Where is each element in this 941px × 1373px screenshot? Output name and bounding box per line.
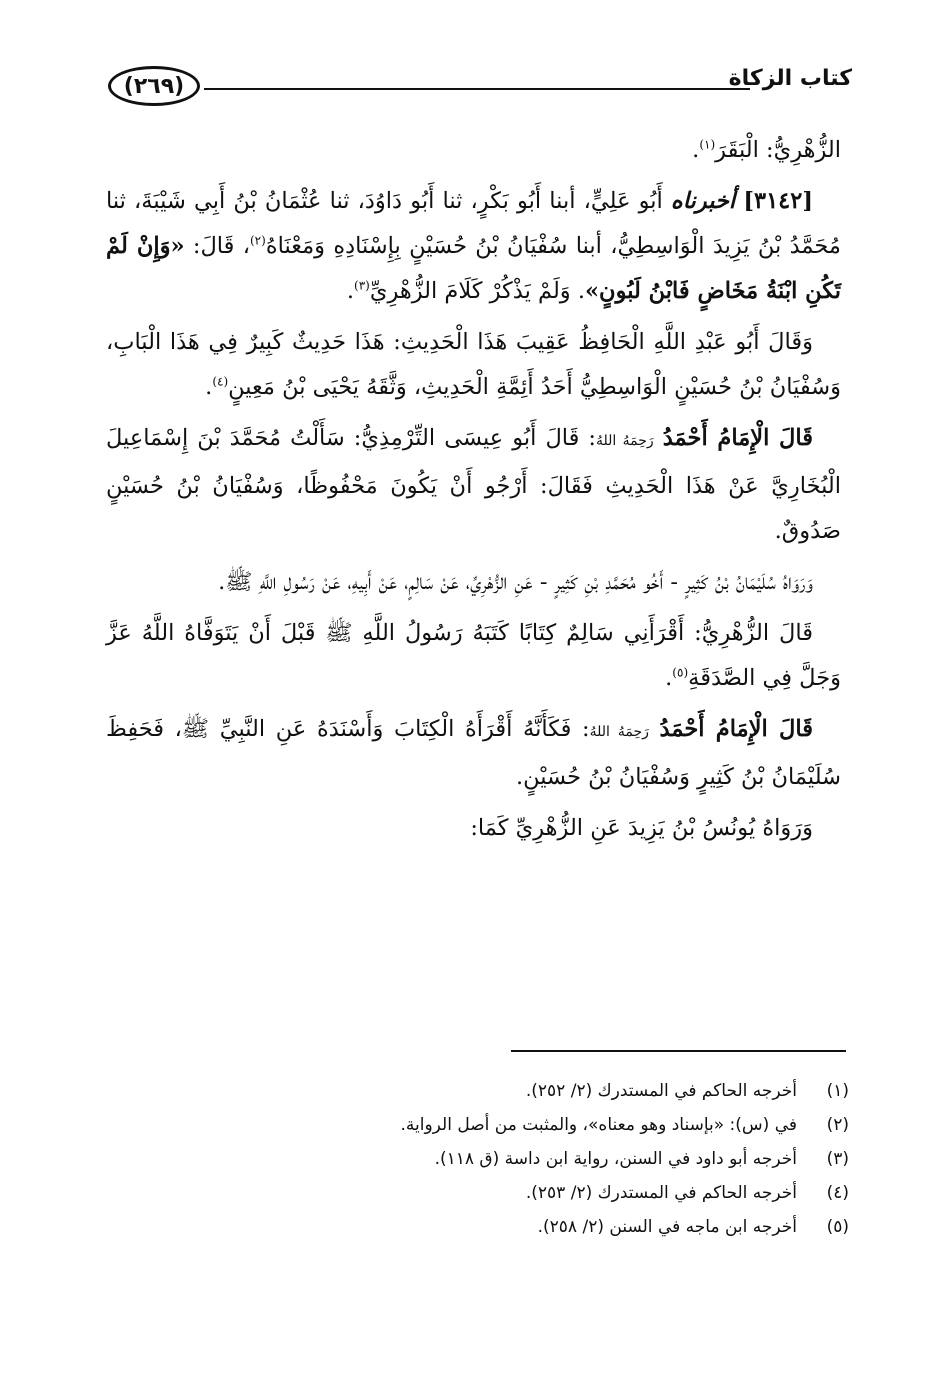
footnote-number: (١) — [826, 1081, 849, 1101]
imam-ahmad-lead: قَالَ الْإِمَامُ أَحْمَدُ — [662, 425, 814, 451]
page-header — [100, 60, 860, 116]
paragraph-imam-ahmad-1: قَالَ الْإِمَامُ أَحْمَدُ رَحِمَهُ اللهُ: قَالَ أَبُو عِيسَى التِّرْمِذِيُّ: سَأَلْتُ مُحَمَّدَ بْنَ إِسْمَاعِيلَ الْبُخَارِيَّ عَنْ هَذَا الْحَدِيثِ فَقَالَ: أَرْجُو أَنْ يَكُونَ مَحْفُوظًا، وَسُفْيَانُ بْنُ حُسَيْنٍ صَدُوقٌ. — [106, 425, 841, 544]
page-number — [108, 66, 200, 106]
honorific: رَحِمَهُ اللهُ — [589, 724, 649, 740]
main-text — [106, 128, 841, 857]
hadith-number: [٣١٤٢] — [743, 188, 813, 214]
honorific: رَحِمَهُ اللهُ — [596, 433, 654, 449]
footnote-text: أخرجه أبو داود في السنن، رواية ابن داسة (ق ١١٨). — [434, 1149, 797, 1169]
footnote-item — [149, 1108, 849, 1142]
book-title: كتاب الزكاة — [728, 66, 852, 91]
footnote-ref-5: (٥) — [672, 665, 689, 680]
footnotes — [149, 1074, 849, 1244]
footnote-number: (٣) — [826, 1149, 849, 1169]
footnote-text: أخرجه الحاكم في المستدرك (٢/ ٢٥٢). — [525, 1081, 797, 1101]
imam-ahmad-lead: قَالَ الْإِمَامُ أَحْمَدُ — [659, 716, 813, 742]
footnote-item — [149, 1210, 849, 1244]
paragraph-yunus: وَرَوَاهُ يُونُسُ بْنُ يَزِيدَ عَنِ الزُّهْرِيِّ كَمَا: — [470, 815, 813, 841]
footnote-item — [149, 1142, 849, 1176]
footnote-ref-4: (٤) — [212, 374, 229, 389]
paragraph-imam-ahmad-2: قَالَ الْإِمَامُ أَحْمَدُ رَحِمَهُ اللهُ: فَكَأَنَّهُ أَقْرَأَهُ الْكِتَابَ وَأَسْنَدَهُ عَنِ النَّبِيِّ ﷺ، فَحَفِظَ سُلَيْمَانُ بْنُ كَثِيرٍ وَسُفْيَانُ بْنُ حُسَيْنٍ. — [106, 716, 841, 790]
paragraph-sulayman: وَرَوَاهُ سُلَيْمَانُ بْنُ كَثِيرٍ - أَخُو مُحَمَّدِ بْنِ كَثِيرٍ - عَنِ الزُّهْرِيِّ، عَنْ سَالِمٍ، عَنْ أَبِيهِ، عَنْ رَسُولِ اللَّهِ ﷺ. — [218, 569, 813, 595]
footnote-number: (٥) — [826, 1217, 849, 1237]
paragraph-zuhri: قَالَ الزُّهْرِيُّ: أَقْرَأَنِي سَالِمٌ كِتَابًا كَتَبَهُ رَسُولُ اللَّهِ ﷺ قَبْلَ أَنْ يَتَوَفَّاهُ اللَّهُ عَزَّ وَجَلَّ فِي الصَّدَقَةِ$^{(٥)}$. — [106, 620, 841, 691]
footnote-item — [149, 1176, 849, 1210]
paragraph-0: الزُّهْرِيُّ: الْبَقَرَ$^{(١)}$. — [692, 137, 841, 163]
footnote-separator — [511, 1050, 846, 1052]
footnote-text: في (س): «بإسناد وهو معناه»، والمثبت من أصل الرواية. — [400, 1115, 797, 1135]
paragraph-hadith-3142: [٣١٤٢] أخبرناه أَبُو عَلِيٍّ، أبنا أَبُو بَكْرٍ، ثنا أَبُو دَاوُدَ، ثنا عُثْمَانُ بْنُ أَبِي شَيْبَةَ، ثنا مُحَمَّدُ بْنُ يَزِيدَ الْوَاسِطِيُّ، أبنا سُفْيَانُ بْنُ حُسَيْنٍ بِإِسْنَادِهِ وَمَعْنَاهُ$^{(٢)}$، قَالَ: «وَإِنْ لَمْ تَكُنِ ابْنَةُ مَخَاضٍ فَابْنُ لَبُونٍ». وَلَمْ يَذْكُرْ كَلَامَ الزُّهْرِيِّ$^{(٣)}$. — [106, 188, 841, 304]
header-rule — [204, 88, 750, 90]
footnote-text: أخرجه الحاكم في المستدرك (٢/ ٢٥٣). — [525, 1183, 797, 1203]
footnote-text: أخرجه ابن ماجه في السنن (٢/ ٢٥٨). — [537, 1217, 797, 1237]
footnote-ref-1: (١) — [699, 137, 716, 152]
hadith-lead-word: أخبرناه — [670, 188, 736, 214]
footnote-item — [149, 1074, 849, 1108]
footnote-ref-2: (٢) — [249, 233, 266, 248]
footnote-number: (٤) — [826, 1183, 849, 1203]
footnote-ref-3: (٣) — [354, 278, 370, 293]
paragraph-hafiz-comment: وَقَالَ أَبُو عَبْدِ اللَّهِ الْحَافِظُ عَقِيبَ هَذَا الْحَدِيثِ: هَذَا حَدِيثٌ كَبِيرٌ فِي هَذَا الْبَابِ، وَسُفْيَانُ بْنُ حُسَيْنٍ الْوَاسِطِيُّ أَحَدُ أَئِمَّةِ الْحَدِيثِ، وَثَّقَهُ يَحْيَى بْنُ مَعِينٍ$^{(٤)}$. — [106, 329, 841, 400]
footnote-number: (٢) — [826, 1115, 849, 1135]
page-number-text: (٢٦٩) — [123, 73, 185, 99]
hadith-quote: «وَإِنْ لَمْ تَكُنِ ابْنَةُ مَخَاضٍ فَابْنُ لَبُونٍ» — [106, 233, 841, 304]
